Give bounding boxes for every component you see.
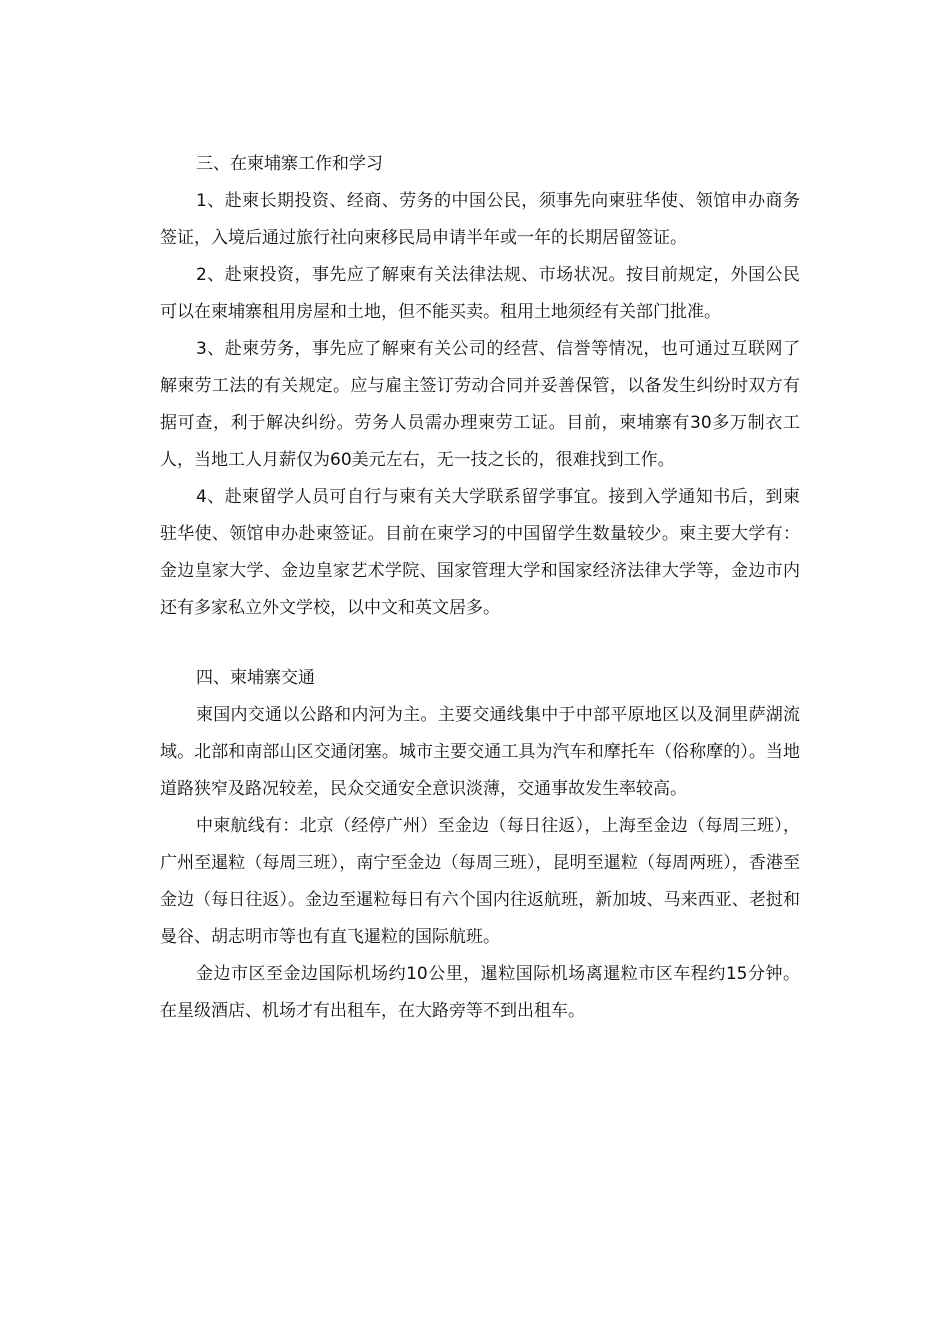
paragraph: 2、赴柬投资，事先应了解柬有关法律法规、市场状况。按目前规定，外国公民可以在柬埔寨租用房屋和土地，但不能买卖。租用土地须经有关部门批准。: [160, 265, 800, 322]
section-heading: 四、柬埔寨交通: [196, 668, 315, 688]
document-body: [160, 146, 800, 1030]
paragraph: 3、赴柬劳务，事先应了解柬有关公司的经营、信誉等情况，也可通过互联网了解柬劳工法的有关规定。应与雇主签订劳动合同并妥善保管，以备发生纠纷时双方有据可查，利于解决纠纷。劳务人员需办理柬劳工证。目前，柬埔寨有30多万制衣工人，当地工人月薪仅为60美元左右，无一技之长的，很难找到工作。: [160, 339, 800, 470]
paragraph: 中柬航线有：北京（经停广州）至金边（每日往返），上海至金边（每周三班），广州至暹粒（每周三班），南宁至金边（每周三班），昆明至暹粒（每周两班），香港至金边（每日往返）。金边至暹粒每日有六个国内往返航班，新加坡、马来西亚、老挝和曼谷、胡志明市等也有直飞暹粒的国际航班。: [160, 816, 800, 947]
paragraph: 金边市区至金边国际机场约10公里，暹粒国际机场离暹粒市区车程约15分钟。在星级酒店、机场才有出租车，在大路旁等不到出租车。: [160, 964, 800, 1021]
paragraph: 柬国内交通以公路和内河为主。主要交通线集中于中部平原地区以及洞里萨湖流域。北部和南部山区交通闭塞。城市主要交通工具为汽车和摩托车（俗称摩的）。当地道路狭窄及路况较差，民众交通安全意识淡薄，交通事故发生率较高。: [160, 705, 800, 799]
section-transportation: [160, 660, 800, 1030]
section-spacer: [160, 627, 800, 660]
paragraph: 4、赴柬留学人员可自行与柬有关大学联系留学事宜。接到入学通知书后，到柬驻华使、领馆申办赴柬签证。目前在柬学习的中国留学生数量较少。柬主要大学有：金边皇家大学、金边皇家艺术学院、国家管理大学和国家经济法律大学等，金边市内还有多家私立外文学校，以中文和英文居多。: [160, 487, 800, 618]
section-work-and-study: [160, 146, 800, 627]
section-heading: 三、在柬埔寨工作和学习: [196, 154, 383, 174]
paragraph: 1、赴柬长期投资、经商、劳务的中国公民，须事先向柬驻华使、领馆申办商务签证，入境后通过旅行社向柬移民局申请半年或一年的长期居留签证。: [160, 191, 800, 248]
